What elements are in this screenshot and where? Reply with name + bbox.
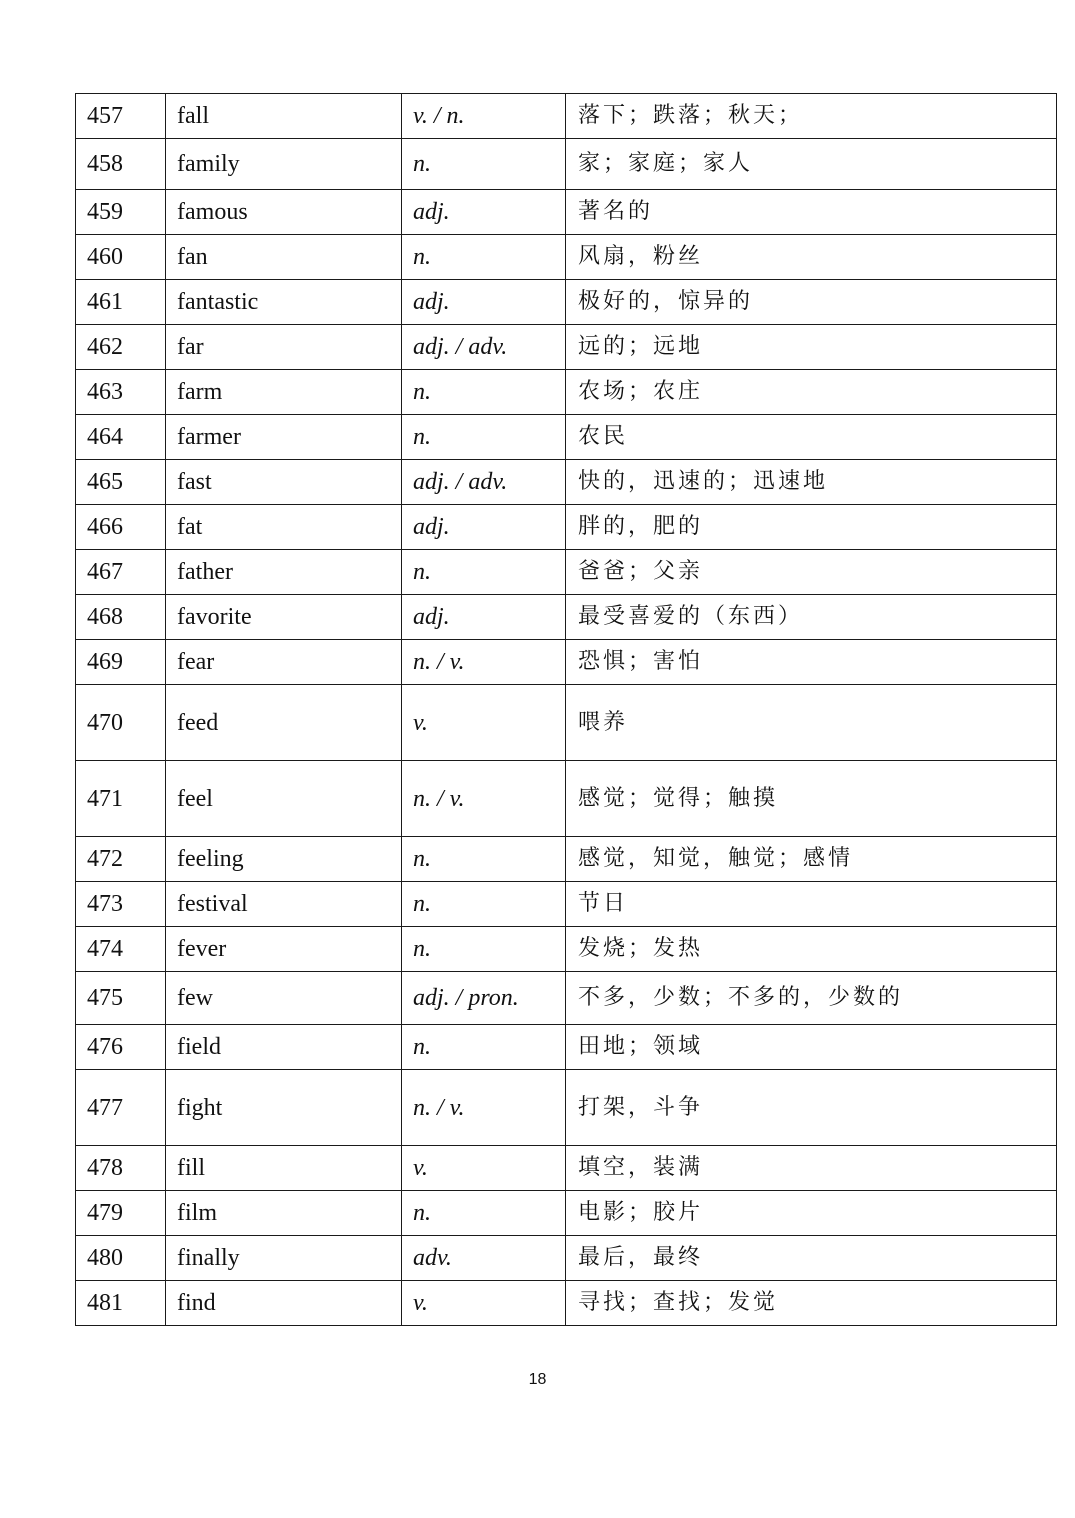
entry-part-of-speech: adj. xyxy=(402,595,566,640)
entry-word: fast xyxy=(166,460,402,505)
table-row xyxy=(76,972,1057,1025)
entry-word: fear xyxy=(166,640,402,685)
vocabulary-table-body xyxy=(76,94,1057,1326)
table-row xyxy=(76,1025,1057,1070)
entry-part-of-speech: n. xyxy=(402,550,566,595)
entry-word: festival xyxy=(166,882,402,927)
entry-part-of-speech: adj. / adv. xyxy=(402,325,566,370)
entry-word: few xyxy=(166,972,402,1025)
table-row xyxy=(76,235,1057,280)
entry-part-of-speech: v. xyxy=(402,1281,566,1326)
table-row xyxy=(76,505,1057,550)
entry-part-of-speech: n. xyxy=(402,1191,566,1236)
entry-meaning: 打架，斗争 xyxy=(566,1070,1057,1146)
entry-part-of-speech: n. xyxy=(402,882,566,927)
entry-word: favorite xyxy=(166,595,402,640)
table-row xyxy=(76,139,1057,190)
entry-number: 474 xyxy=(76,927,166,972)
entry-meaning: 不多，少数；不多的，少数的 xyxy=(566,972,1057,1025)
entry-meaning: 发烧；发热 xyxy=(566,927,1057,972)
entry-number: 458 xyxy=(76,139,166,190)
entry-meaning: 家；家庭；家人 xyxy=(566,139,1057,190)
entry-meaning: 落下；跌落；秋天； xyxy=(566,94,1057,139)
entry-number: 475 xyxy=(76,972,166,1025)
table-row xyxy=(76,94,1057,139)
entry-word: father xyxy=(166,550,402,595)
entry-part-of-speech: n. xyxy=(402,235,566,280)
table-row xyxy=(76,370,1057,415)
entry-number: 476 xyxy=(76,1025,166,1070)
entry-number: 477 xyxy=(76,1070,166,1146)
entry-number: 457 xyxy=(76,94,166,139)
entry-word: farm xyxy=(166,370,402,415)
entry-meaning: 农场；农庄 xyxy=(566,370,1057,415)
entry-part-of-speech: v. xyxy=(402,1146,566,1191)
page-number: 18 xyxy=(528,1371,547,1388)
entry-part-of-speech: v. / n. xyxy=(402,94,566,139)
entry-meaning: 风扇，粉丝 xyxy=(566,235,1057,280)
entry-part-of-speech: n. xyxy=(402,927,566,972)
table-row xyxy=(76,1281,1057,1326)
entry-word: fat xyxy=(166,505,402,550)
entry-part-of-speech: adj. xyxy=(402,280,566,325)
entry-number: 462 xyxy=(76,325,166,370)
table-row xyxy=(76,415,1057,460)
table-row xyxy=(76,550,1057,595)
entry-number: 472 xyxy=(76,837,166,882)
entry-word: field xyxy=(166,1025,402,1070)
entry-word: far xyxy=(166,325,402,370)
entry-number: 459 xyxy=(76,190,166,235)
entry-part-of-speech: v. xyxy=(402,685,566,761)
entry-meaning: 远的；远地 xyxy=(566,325,1057,370)
entry-part-of-speech: adj. xyxy=(402,505,566,550)
table-row xyxy=(76,1191,1057,1236)
entry-meaning: 田地；领域 xyxy=(566,1025,1057,1070)
entry-number: 469 xyxy=(76,640,166,685)
table-row xyxy=(76,325,1057,370)
entry-meaning: 电影；胶片 xyxy=(566,1191,1057,1236)
entry-word: fall xyxy=(166,94,402,139)
entry-part-of-speech: n. xyxy=(402,415,566,460)
entry-word: family xyxy=(166,139,402,190)
entry-meaning: 最受喜爱的（东西） xyxy=(566,595,1057,640)
entry-number: 479 xyxy=(76,1191,166,1236)
table-row xyxy=(76,640,1057,685)
entry-meaning: 著名的 xyxy=(566,190,1057,235)
entry-meaning: 感觉；觉得；触摸 xyxy=(566,761,1057,837)
entry-number: 463 xyxy=(76,370,166,415)
entry-number: 468 xyxy=(76,595,166,640)
entry-number: 471 xyxy=(76,761,166,837)
entry-word: feeling xyxy=(166,837,402,882)
entry-number: 470 xyxy=(76,685,166,761)
table-row xyxy=(76,1070,1057,1146)
entry-part-of-speech: adj. xyxy=(402,190,566,235)
entry-meaning: 寻找；查找；发觉 xyxy=(566,1281,1057,1326)
table-row xyxy=(76,882,1057,927)
entry-meaning: 最后，最终 xyxy=(566,1236,1057,1281)
vocabulary-table xyxy=(75,93,1057,1326)
table-row xyxy=(76,837,1057,882)
entry-word: feed xyxy=(166,685,402,761)
entry-word: find xyxy=(166,1281,402,1326)
table-row xyxy=(76,595,1057,640)
entry-part-of-speech: adj. / pron. xyxy=(402,972,566,1025)
entry-meaning: 节日 xyxy=(566,882,1057,927)
table-row xyxy=(76,685,1057,761)
entry-part-of-speech: adv. xyxy=(402,1236,566,1281)
entry-word: finally xyxy=(166,1236,402,1281)
entry-number: 473 xyxy=(76,882,166,927)
entry-meaning: 恐惧；害怕 xyxy=(566,640,1057,685)
entry-word: fantastic xyxy=(166,280,402,325)
entry-number: 465 xyxy=(76,460,166,505)
entry-meaning: 感觉，知觉，触觉；感情 xyxy=(566,837,1057,882)
table-row xyxy=(76,1236,1057,1281)
entry-meaning: 喂养 xyxy=(566,685,1057,761)
entry-part-of-speech: n. / v. xyxy=(402,1070,566,1146)
entry-meaning: 爸爸；父亲 xyxy=(566,550,1057,595)
entry-word: fever xyxy=(166,927,402,972)
entry-word: fight xyxy=(166,1070,402,1146)
entry-word: film xyxy=(166,1191,402,1236)
table-row xyxy=(76,190,1057,235)
entry-meaning: 胖的，肥的 xyxy=(566,505,1057,550)
entry-word: feel xyxy=(166,761,402,837)
table-row xyxy=(76,927,1057,972)
entry-word: fan xyxy=(166,235,402,280)
entry-number: 481 xyxy=(76,1281,166,1326)
entry-number: 480 xyxy=(76,1236,166,1281)
entry-number: 467 xyxy=(76,550,166,595)
entry-part-of-speech: n. xyxy=(402,370,566,415)
entry-meaning: 填空，装满 xyxy=(566,1146,1057,1191)
entry-number: 461 xyxy=(76,280,166,325)
entry-part-of-speech: n. xyxy=(402,139,566,190)
table-row xyxy=(76,761,1057,837)
table-row xyxy=(76,1146,1057,1191)
entry-part-of-speech: n. / v. xyxy=(402,761,566,837)
entry-part-of-speech: n. xyxy=(402,1025,566,1070)
entry-meaning: 快的，迅速的；迅速地 xyxy=(566,460,1057,505)
entry-word: farmer xyxy=(166,415,402,460)
table-row xyxy=(76,280,1057,325)
entry-number: 464 xyxy=(76,415,166,460)
entry-number: 478 xyxy=(76,1146,166,1191)
entry-part-of-speech: n. xyxy=(402,837,566,882)
entry-part-of-speech: n. / v. xyxy=(402,640,566,685)
entry-number: 466 xyxy=(76,505,166,550)
table-row xyxy=(76,460,1057,505)
entry-number: 460 xyxy=(76,235,166,280)
entry-word: fill xyxy=(166,1146,402,1191)
entry-part-of-speech: adj. / adv. xyxy=(402,460,566,505)
entry-meaning: 极好的，惊异的 xyxy=(566,280,1057,325)
entry-meaning: 农民 xyxy=(566,415,1057,460)
entry-word: famous xyxy=(166,190,402,235)
